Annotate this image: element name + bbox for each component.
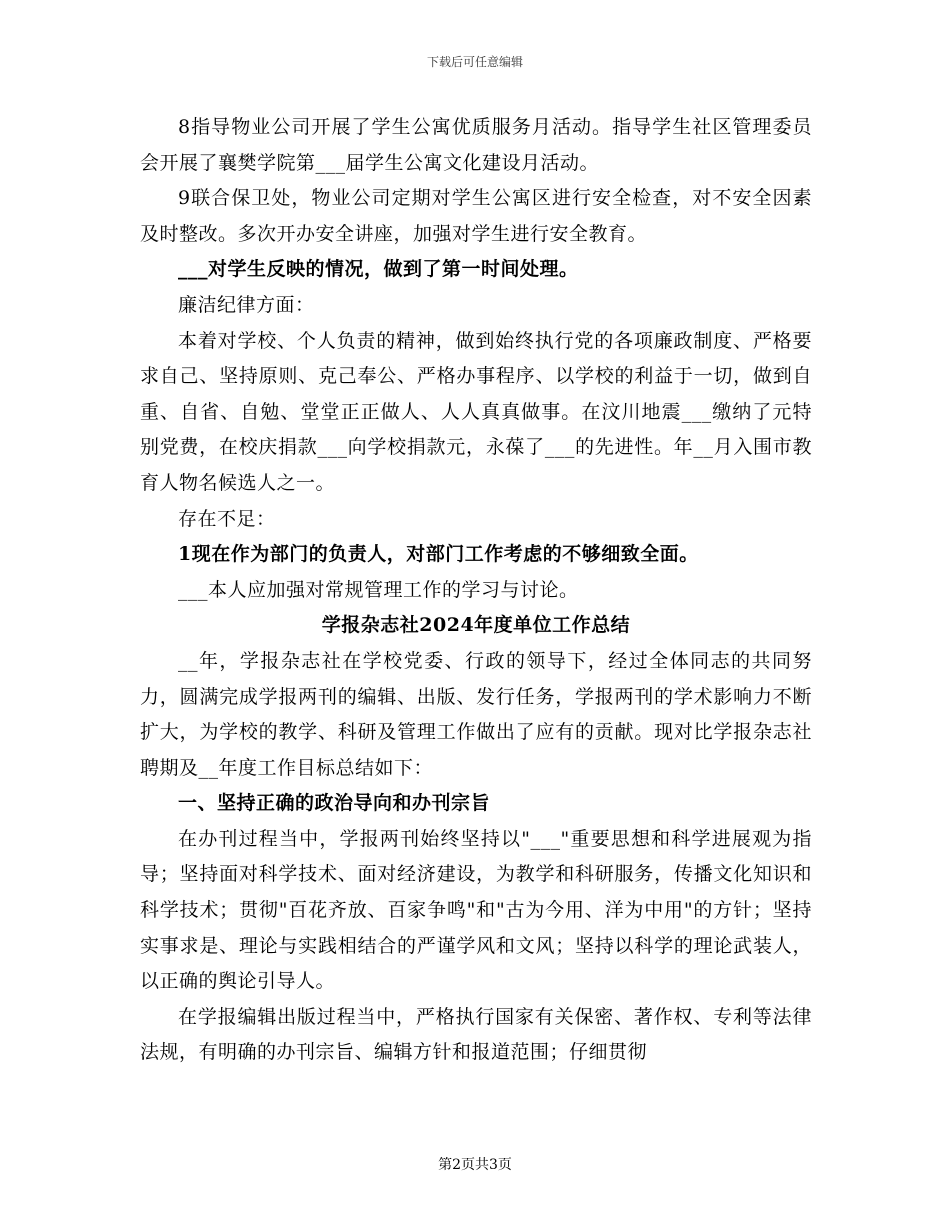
document-title: 学报杂志社2024年度单位工作总结 <box>321 614 631 637</box>
section-label-integrity: 廉洁纪律方面： <box>178 293 315 316</box>
section-label-shortcomings: 存在不足： <box>178 507 276 530</box>
document-body <box>140 110 812 1071</box>
paragraph-7: 1现在作为部门的负责人，对部门工作考虑的不够细致全面。 <box>178 543 699 566</box>
paragraph-3: ___对学生反映的情况，做到了第一时间处理。 <box>178 258 579 281</box>
paragraph-1: 8指导物业公司开展了学生公寓优质服务月活动。指导学生社区管理委员会开展了襄樊学院第___届学生公寓文化建设月活动。 <box>140 116 812 174</box>
paragraph-13: 在学报编辑出版过程当中，严格执行国家有关保密、著作权、专利等法律法规，有明确的办刊宗旨、编辑方针和报道范围；仔细贯彻 <box>140 1005 812 1064</box>
paragraph-8: ___本人应加强对常规管理工作的学习与讨论。 <box>178 578 579 601</box>
paragraph-5: 本着对学校、个人负责的精神，做到始终执行党的各项廉政制度、严格要求自己、坚持原则、克己奉公、严格办事程序、以学校的利益于一切，做到自重、自省、自勉、堂堂正正做人、人人真真做事。在汶川地震___缴纳了元特别党费，在校庆捐款___向学校捐款元，永葆了___的先进性。年__月入围市教育人物名候选人之一。 <box>140 329 812 494</box>
section-heading-1: 一、坚持正确的政治导向和办刊宗旨 <box>178 792 491 815</box>
page-footer: 第2页共3页 <box>438 1157 512 1173</box>
paragraph-2: 9联合保卫处，物业公司定期对学生公寓区进行安全检查，对不安全因素及时整改。多次开办安全讲座，加强对学生进行安全教育。 <box>140 187 812 245</box>
page-header: 下载后可任意编辑 <box>426 55 523 69</box>
paragraph-12: 在办刊过程当中，学报两刊始终坚持以"___"重要思想和科学进展观为指导；坚持面对科学技术、面对经济建设，为教学和科研服务，传播文化知识和科学技术；贯彻"百花齐放、百家争鸣"和"古为今用、洋为中用"的方针；坚持实事求是、理论与实践相结合的严谨学风和文风；坚持以科学的理论武装人，以正确的舆论引导人。 <box>140 827 812 993</box>
paragraph-10: __年，学报杂志社在学校党委、行政的领导下，经过全体同志的共同努力，圆满完成学报两刊的编辑、出版、发行任务，学报两刊的学术影响力不断扩大，为学校的教学、科研及管理工作做出了应有的贡献。现对比学报杂志社聘期及__年度工作目标总结如下： <box>140 649 812 779</box>
